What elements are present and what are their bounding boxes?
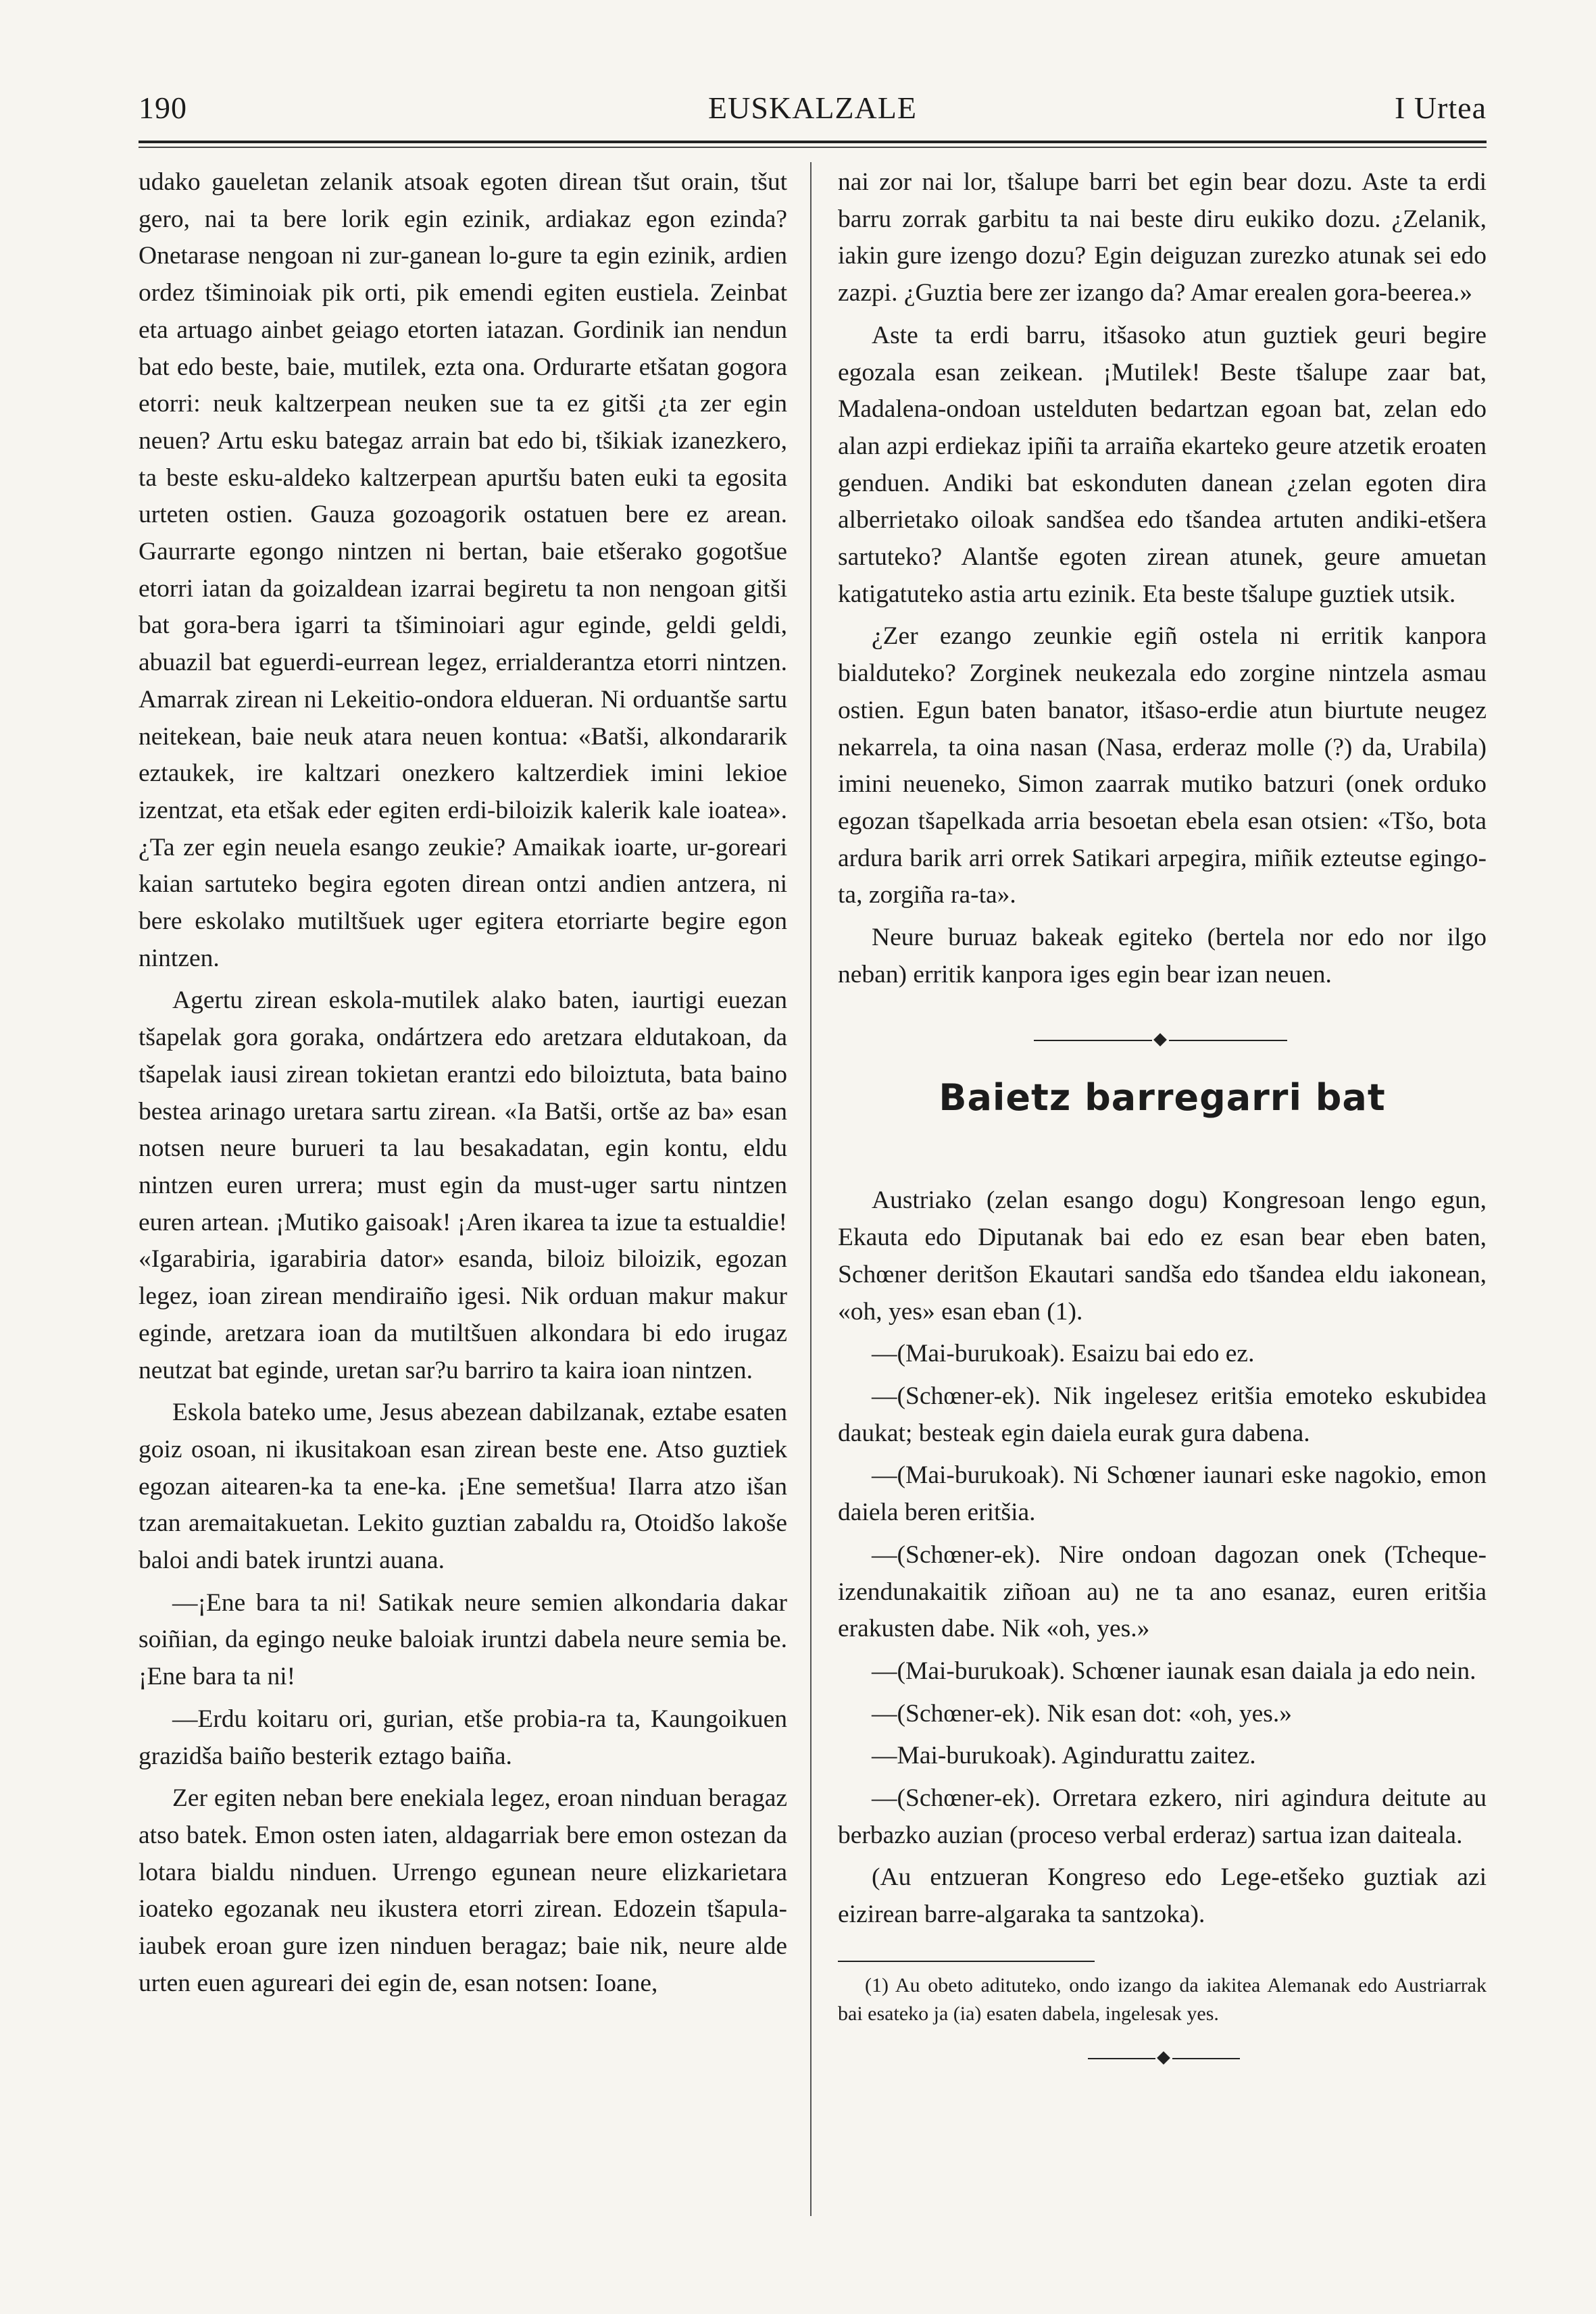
column-divider <box>810 162 812 2216</box>
running-header <box>139 88 1487 135</box>
page-number: 190 <box>139 91 187 125</box>
end-ornament <box>838 2042 1487 2076</box>
ornament-diamond <box>1153 1034 1167 1047</box>
dialogue-line: —(Schœner-ek). Orretara ezkero, niri agindura deitute au berbazko auzian (proceso verbal erderaz) sartua izan daiteala. <box>838 1784 1487 1849</box>
paragraph: Austriako (zelan esango dogu) Kongresoan lengo egun, Ekauta edo Diputanak bai edo ez esan bear eben baten, Schœner deritšon Ekautari sandša edo tšandea eldu iakonean, «oh, yes» esan eban (1). <box>838 1186 1487 1326</box>
paragraph: —Erdu koitaru ori, gurian, etše probia-ra ta, Kaungoikuen grazidša baiño besterik eztago baiña. <box>139 1705 787 1770</box>
header-rule-thin <box>139 147 1487 148</box>
paragraph: Zer egiten neban bere enekiala legez, eroan ninduan beragaz atso batek. Emon osten iaten, aldagarriak bere emon ostezan da lotara bialdu ninduen. Urrengo egunean neure elizkarietara ioateko egozanak neu ikustera etorri zirean. Edozein tšapula-iaubek eroan gure izen ninduen beragaz; baie nik, neure alde urten euen agureari dei egin de, esan notsen: Ioane, <box>139 1784 787 1997</box>
dialogue-line: —(Schœner-ek). Nik ingelesez eritšia emoteko eskubidea daukat; besteak egin daiela eurak gura dabena. <box>838 1382 1487 1447</box>
dialogue-line: —(Schœner-ek). Nire ondoan dagozan onek (Tcheque-izendunakaitik ziñoan au) ne ta ano esanaz, euren eritšia erakusten dabe. Nik «oh, yes.» <box>838 1540 1487 1643</box>
paragraph: Eskola bateko ume, Jesus abezean dabilzanak, eztabe esaten goiz osoan, ni ikusitakoan esan zirean beste ene. Atso guztiek egozan aitearen-ka ta ene-ka. ¡Ene semetšua! Ilarra atzo išan tzan aremaitakuetan. Lekito guztian zabaldu ra, Otoidšo lakoše baloi andi batek iruntzi auana. <box>139 1399 787 1575</box>
paragraph: (Au entzueran Kongreso edo Lege-etšeko guztiak azi eizirean barre-algaraka ta santzoka). <box>838 1863 1487 1929</box>
dialogue-line: —Mai-burukoak). Agindurattu zaitez. <box>872 1742 1256 1770</box>
section-ornament <box>838 1020 1487 1061</box>
end-ornament-line-right <box>1172 2058 1240 2059</box>
left-column <box>139 164 787 2002</box>
end-ornament-line-left <box>1088 2058 1155 2059</box>
paragraph: Aste ta erdi barru, itšasoko atun guztiek geuri begire egozala esan zeikean. ¡Mutilek! Beste tšalupe zaar bat, Madalena-ondoan ustelduten bedartzan egoan bat, zelan edo alan azpi erdiekaz ipiñi ta arraiña ekarteko geure atzetik eroaten genduen. Andiki bat eskonduten danean ¿zelan egoten dira alberrietako oiloak sandšea edo tšandea artuten andiki-etšera sartuteko? Alantše egoten zirean atunek, geure amuetan katigatuteko astia artu ezinik. Eta beste tšalupe guztiek utsik. <box>838 321 1487 608</box>
dialogue-line: —(Mai-burukoak). Schœner iaunak esan daiala ja edo nein. <box>872 1657 1476 1685</box>
paragraph: nai zor nai lor, tšalupe barri bet egin bear dozu. Aste ta erdi barru zorrak garbitu ta nai beste diru eukiko dozu. ¿Zelanik, iakin gure izengo dozu? Egin deiguzan zurezko atunak sei edo zazpi. ¿Guztia bere zer izango da? Amar erealen gora-beerea.» <box>838 168 1487 307</box>
paragraph: udako gaueletan zelanik atsoak egoten direan tšut orain, tšut gero, nai ta bere lorik egin ezinik, ardiakaz egon ezinda? Onetarase nengoan ni zur-ganean lo-gure ta egin ezinik, ardien ordez tšiminoiak pik orti, pik emendi egiten eustiela. Zeinbat eta artuago ainbet geiago etorten iatazan. Gordinik ian nendun bat edo beste, baie, mutilek, ezta ona. Ordurarte etšatan gogora etorri: neuk kaltzerpean neuken sue ta ez gitši ¿ta zer egin neuen? Artu esku bategaz arrain bat edo bi, tšikiak izanezkero, ta beste esku-aldeko kaltzerpean apurtšu baten euki ta egosita urteten ostien. Gauza gozoagorik ostatuen bere ez arean. Gaurrarte egongo nintzen ni bertan, baie etšerako gogotšue etorri iatan da goizaldean izarrai begiretu ta non nengoan gitši bat gora-bera igarri ta tšiminoiari agur eginde, geldi geldi, abuazil bat eguerdi-eurrean legez, errialderantza etorri nintzen. Amarrak zirean ni Lekeitio-ondora eldueran. Ni orduantše sartu neitekean, baie neuk atara neuen kontua: «Batši, alkondararik eztaukek, ire kaltzari onezkero kaltzerdiek imini lekioe izentzat, eta etšak eder egiten erdi-biloizik kalerik kale ioatea». ¿Ta zer egin neuela esango zeukie? Amaikak ioarte, ur-goreari kaian sartuteko begira egoten direan ontzi andien antzera, ni bere eskolako mutiltšuek uger egitera etorriarte begire egon nintzen. <box>139 168 787 972</box>
journal-title: EUSKALZALE <box>708 91 917 125</box>
paragraph: Neure buruaz bakeak egiteko (bertela nor edo nor ilgo neban) erritik kanpora iges egin bear izan neuen. <box>838 924 1487 988</box>
ornament-line-right <box>1169 1040 1287 1041</box>
volume-label: I Urtea <box>1395 91 1487 125</box>
section-title: Baietz barregarri bat <box>939 1076 1386 1120</box>
footnote-rule <box>838 1961 1095 1962</box>
right-column <box>838 164 1487 2076</box>
end-ornament-diamond <box>1157 2051 1170 2065</box>
footnote: (1) Au obeto adituteko, ondo izango da iakitea Alemanak edo Austriarrak bai esateko ja (ia) esaten dabela, ingelesak yes. <box>838 1973 1487 2025</box>
paragraph: ¿Zer ezango zeunkie egiñ ostela ni erritik kanpora bialduteko? Zorginek neukezala edo zorgine nintzela asmau ostien. Egun baten banator, itšaso-erdie atun biurtute neugez nekarrela, ta oina nasan (Nasa, erderaz molle (?) da, Urabila) imini neueneko, Simon zaarrak mutiko batzuri (onek orduko egozan tšapelkada arria besoetan ebela esan otsien: «Tšo, bota ardura barik arri orrek Satikari arpegira, miñik ezteutse egingo-ta, zorgiña ra-ta». <box>838 622 1487 909</box>
paragraph: —¡Ene bara ta ni! Satikak neure semien alkondaria dakar soiñian, da egingo neuke baloiak iruntzi dabela neure semia be. ¡Ene bara ta ni! <box>139 1588 787 1691</box>
dialogue-line: —(Schœner-ek). Nik esan dot: «oh, yes.» <box>872 1699 1293 1728</box>
ornament-line-left <box>1034 1040 1152 1041</box>
paragraph: Agertu zirean eskola-mutilek alako baten, iaurtigi euezan tšapelak gora goraka, ondártzera edo aretzara eldutakoan, da tšapelak iausi zirean tokietan erantzi edo biloiztuta, bata baino bestea arinago uretara sartu zirean. «Ia Batši, ortše az ba» esan notsen neure burueri ta lau besakadatan, egin kontu, eldu nintzen euren urrera; must egin da must-uger sartu nintzen euren artean. ¡Mutiko gaisoak! ¡Aren ikarea ta izue ta estualdie! «Igarabiria, igarabiria dator» esanda, biloiz biloizik, egozan legez, ioan zirean mendiraiño igesi. Nik orduan makur makur eginde, aretzara ioan da mutiltšuen alkondara bi edo irugaz neutzat bat eginde, uretan sar?u barriro ta kaira ioan nintzen. <box>139 986 787 1384</box>
dialogue-line: —(Mai-burukoak). Esaizu bai edo ez. <box>872 1340 1255 1368</box>
dialogue-line: —(Mai-burukoak). Ni Schœner iaunari eske nagokio, emon daiela beren eritšia. <box>838 1461 1487 1527</box>
header-rule-thick <box>139 141 1487 143</box>
